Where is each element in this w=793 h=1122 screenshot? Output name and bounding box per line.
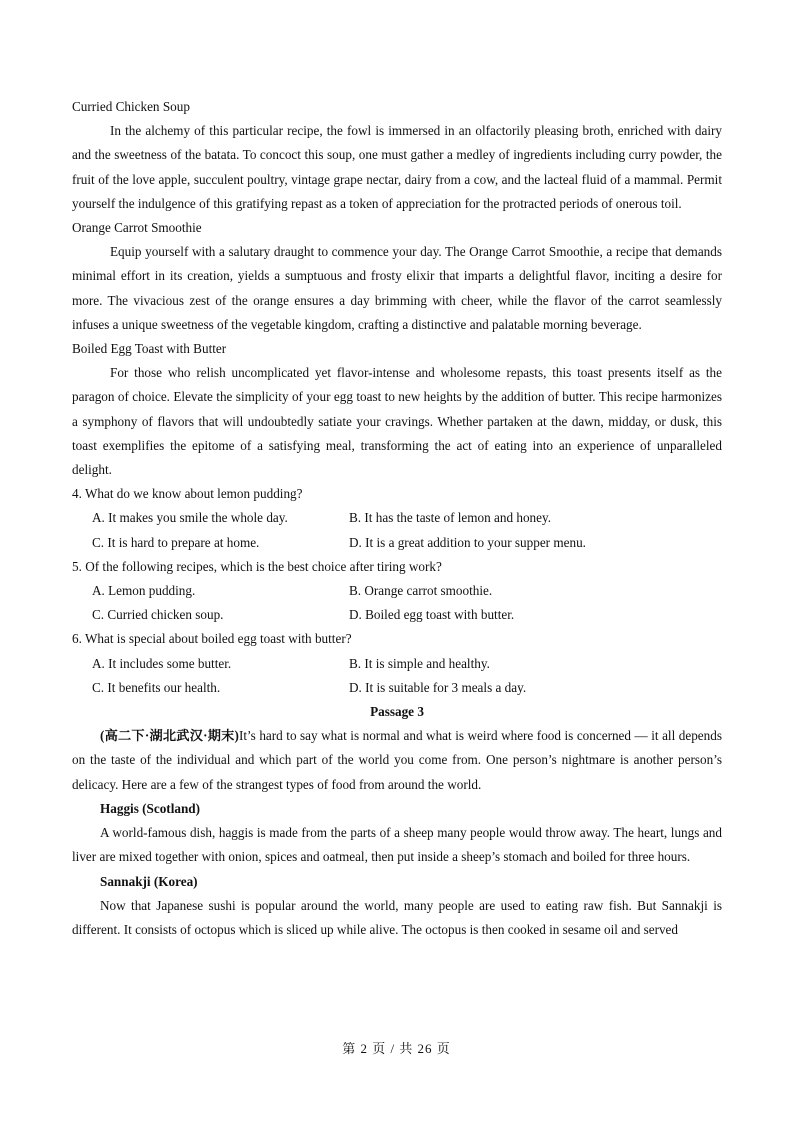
option-a: A. It makes you smile the whole day. — [92, 510, 288, 526]
option-d: D. It is suitable for 3 meals a day. — [349, 679, 527, 695]
recipe-body: In the alchemy of this particular recipe, the fowl is immersed in an olfactorily pleasing broth, enriched with dairy and the sweetness of the batata. To concoct this soup, one must gather a medley of ingredients including curry powder, the fruit of the love apple, succulent poultry, vintage grape nectar, dairy from a cow, and the lacteal fluid of a mammal. Permit yourself the indulgence of this gratifying repast as a token of appreciation for the protracted periods of onerous toil. — [72, 123, 722, 211]
option-a: A. It includes some butter. — [92, 655, 232, 671]
option-c: C. It is hard to prepare at home. — [92, 534, 260, 550]
recipe-title: Boiled Egg Toast with Butter — [72, 341, 227, 357]
section-body: Now that Japanese sushi is popular around the world, many people are used to eating raw fish. But Sannakji is different. It consists of octopus which is sliced up while alive. The octopus is then cooked in sesame oil and served — [72, 897, 722, 937]
question-4 — [72, 482, 722, 555]
page-number: 第 2 页 / 共 26 页 — [342, 1041, 451, 1056]
option-c: C. It benefits our health. — [92, 679, 221, 695]
option-list — [72, 579, 722, 627]
document-body — [72, 95, 722, 942]
section-heading: Sannakji (Korea) — [100, 873, 198, 889]
passage-intro — [72, 724, 722, 797]
option-a: A. Lemon pudding. — [92, 583, 196, 599]
option-b: B. It is simple and healthy. — [349, 655, 490, 671]
section-heading: Haggis (Scotland) — [100, 800, 201, 816]
recipe-title: Curried Chicken Soup — [72, 99, 190, 114]
question-6 — [72, 627, 722, 700]
question-stem: 6. What is special about boiled egg toast with butter? — [72, 631, 352, 647]
option-b: B. Orange carrot smoothie. — [349, 583, 493, 599]
recipe-body: Equip yourself with a salutary draught to commence your day. The Orange Carrot Smoothie, a recipe that demands minimal effort in its creation, yields a sumptuous and frosty elixir that imparts a delightful flavor, inciting a desire for more. The vivacious zest of the orange ensures a day brimming with cheer, while the flavor of the carrot seamlessly infuses a unique sweetness of the vegetable kingdom, crafting a distinctive and palatable morning beverage. — [72, 244, 722, 332]
recipe-title: Orange Carrot Smoothie — [72, 220, 202, 236]
question-stem: 4. What do we know about lemon pudding? — [72, 486, 303, 502]
option-b: B. It has the taste of lemon and honey. — [349, 510, 552, 526]
option-c: C. Curried chicken soup. — [92, 607, 224, 623]
source-tag: (高二下·湖北武汉·期末) — [100, 728, 239, 744]
section-body: A world-famous dish, haggis is made from the parts of a sheep many people would throw away. The heart, lungs and liver are mixed together with onion, spices and oatmeal, then put inside a sheep’s stomach and boiled for three hours. — [72, 825, 722, 865]
recipe-body: For those who relish uncomplicated yet flavor-intense and wholesome repasts, this toast presents itself as the paragon of choice. Elevate the simplicity of your egg toast to new heights by the addition of butter. This recipe harmonizes a symphony of flavors that will undoubtedly satiate your cravings. Whether partaken at the dawn, midday, or dusk, this toast exemplifies the epitome of a satisfying meal, transforming the act of eating into an experience of unparalleled delight. — [72, 365, 722, 478]
option-d: D. Boiled egg toast with butter. — [349, 607, 515, 623]
question-5 — [72, 555, 722, 628]
option-list — [72, 652, 722, 700]
question-stem: 5. Of the following recipes, which is the best choice after tiring work? — [72, 558, 442, 574]
option-list — [72, 506, 722, 554]
passage-title: Passage 3 — [370, 704, 424, 720]
intro-text: It’s hard to say what is normal and what is weird where food is concerned — it all depends on the taste of the individual and which part of the world you come from. One person’s nightmare is another person’s delicacy. Here are a few of the strangest types of food from around the world. — [72, 728, 722, 792]
option-d: D. It is a great addition to your supper menu. — [349, 534, 586, 550]
